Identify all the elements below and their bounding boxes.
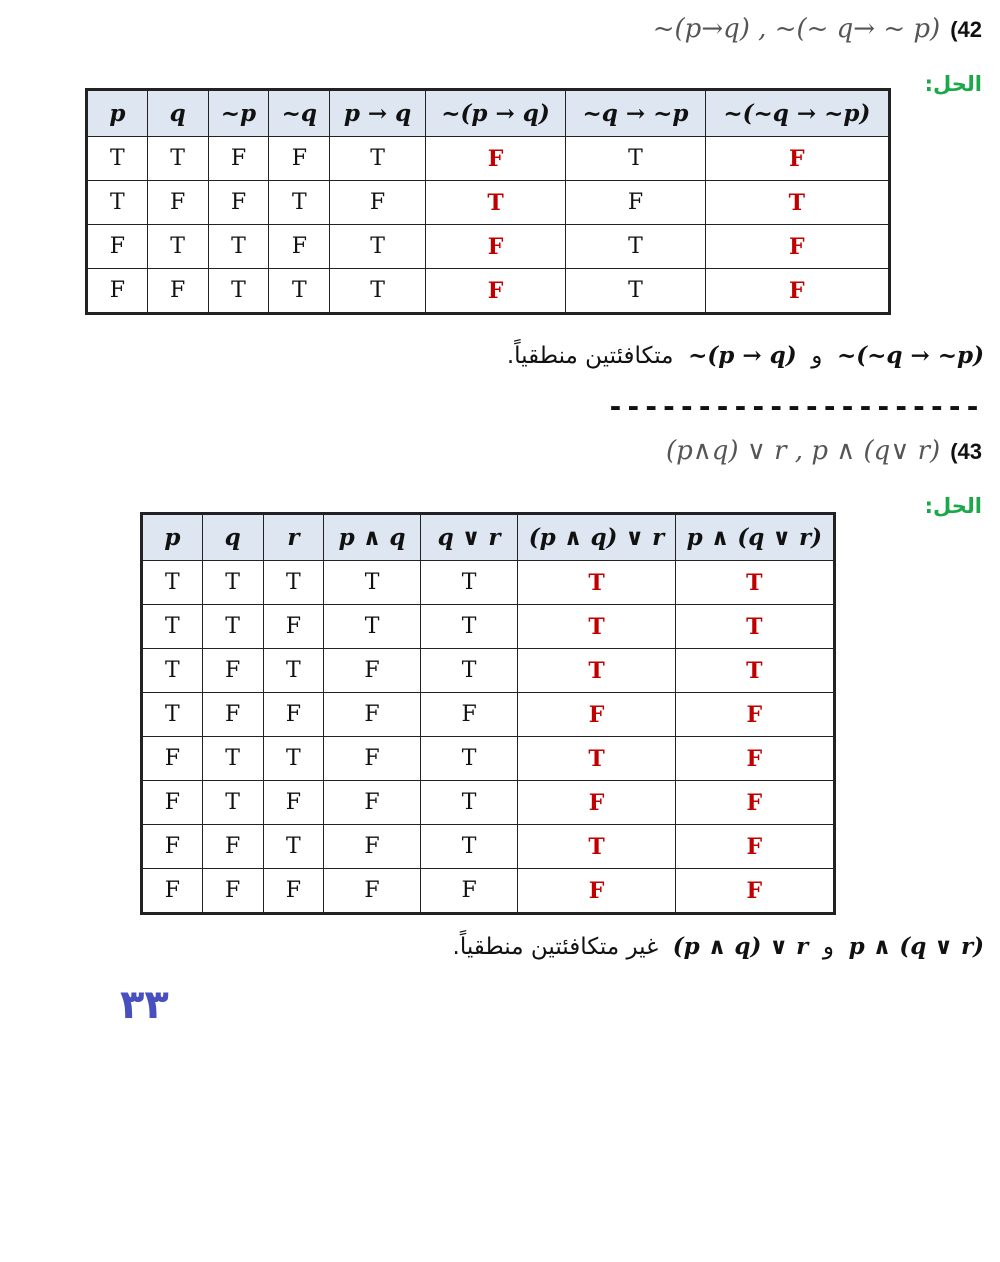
table-cell: T [675, 561, 834, 605]
table-row [142, 649, 835, 693]
problem-42-expression: ~(p→q) , ~(~ q→ ~ p) [652, 14, 941, 44]
table-row [87, 181, 890, 225]
table-cell: F [324, 649, 421, 693]
table-cell: F [518, 693, 675, 737]
table-cell: T [147, 225, 208, 269]
table-cell: F [263, 781, 324, 825]
column-header: ~(p → q) [425, 90, 565, 137]
column-header: (p ∧ q) ∨ r [518, 514, 675, 561]
conclusion-43 [453, 933, 984, 960]
column-header: p ∧ q [324, 514, 421, 561]
table-row [142, 605, 835, 649]
solution-label-1: الحل: [924, 72, 982, 96]
table-header-row [142, 514, 835, 561]
column-header: p → q [330, 90, 426, 137]
table-cell: F [420, 693, 518, 737]
table-cell: F [202, 825, 263, 869]
table-cell: T [208, 225, 269, 269]
table-cell: F [269, 137, 330, 181]
page-number: ٣٣ [120, 982, 169, 1028]
table-cell: F [142, 737, 203, 781]
table-cell: T [147, 137, 208, 181]
table-row [142, 561, 835, 605]
table-cell: F [142, 825, 203, 869]
conclusion-42-expr-a: ~(~q → ~p) [836, 342, 984, 369]
table-row [142, 693, 835, 737]
table-cell: F [420, 869, 518, 914]
table-cell: T [420, 737, 518, 781]
table-cell: F [324, 869, 421, 914]
column-header: r [263, 514, 324, 561]
table-cell: T [87, 181, 148, 225]
table-cell: T [518, 737, 675, 781]
table-cell: T [518, 825, 675, 869]
table-cell: T [269, 269, 330, 314]
table-cell: F [142, 869, 203, 914]
table-cell: T [263, 649, 324, 693]
table-cell: F [425, 225, 565, 269]
column-header: ~q [269, 90, 330, 137]
table-cell: T [518, 605, 675, 649]
conclusion-43-connector: و [822, 934, 834, 960]
table-cell: T [675, 605, 834, 649]
table-row [87, 225, 890, 269]
table-cell: F [324, 781, 421, 825]
table-cell: T [566, 225, 705, 269]
table-row [87, 269, 890, 314]
table-cell: F [87, 225, 148, 269]
column-header: p [87, 90, 148, 137]
problem-42-header [653, 14, 982, 44]
column-header: ~q → ~p [566, 90, 705, 137]
conclusion-43-expr-a: p ∧ (q ∨ r) [848, 933, 984, 960]
table-cell: F [202, 649, 263, 693]
table-cell: T [142, 693, 203, 737]
table-cell: T [420, 561, 518, 605]
table-cell: F [202, 869, 263, 914]
table-cell: T [202, 737, 263, 781]
table-row [142, 869, 835, 914]
conclusion-43-expr-b: (p ∧ q) ∨ r [672, 933, 809, 960]
table-cell: F [705, 269, 889, 314]
table-cell: F [324, 693, 421, 737]
section-separator: --------------------- [606, 390, 982, 423]
conclusion-42 [507, 342, 984, 369]
table-cell: T [518, 649, 675, 693]
table-cell: F [208, 181, 269, 225]
truth-table-43 [140, 512, 836, 915]
column-header: p [142, 514, 203, 561]
table-cell: F [705, 137, 889, 181]
table-cell: F [202, 693, 263, 737]
column-header: q [147, 90, 208, 137]
table-row [142, 781, 835, 825]
table-cell: T [675, 649, 834, 693]
table-cell: T [87, 137, 148, 181]
table-cell: F [324, 825, 421, 869]
table-cell: T [202, 561, 263, 605]
table-cell: T [420, 649, 518, 693]
column-header: p ∧ (q ∨ r) [675, 514, 834, 561]
problem-43-header [666, 436, 982, 466]
table-cell: T [142, 605, 203, 649]
solution-label-2: الحل: [924, 494, 982, 518]
table-cell: T [566, 137, 705, 181]
conclusion-42-expr-b: ~(p → q) [688, 342, 797, 369]
table-cell: T [202, 781, 263, 825]
problem-43-number: (43 [950, 439, 982, 464]
table-cell: T [142, 561, 203, 605]
column-header: ~p [208, 90, 269, 137]
table-cell: F [87, 269, 148, 314]
table-cell: F [675, 869, 834, 914]
table-cell: T [566, 269, 705, 314]
table-cell: F [147, 181, 208, 225]
table-header-row [87, 90, 890, 137]
table-cell: F [518, 781, 675, 825]
table-cell: F [425, 269, 565, 314]
table-cell: T [705, 181, 889, 225]
table-cell: F [263, 869, 324, 914]
problem-43-expression: (p∧q) ∨ r , p ∧ (q∨ r) [665, 436, 941, 466]
table-row [142, 737, 835, 781]
table-cell: F [269, 225, 330, 269]
column-header: q ∨ r [420, 514, 518, 561]
table-cell: F [675, 781, 834, 825]
table-cell: T [425, 181, 565, 225]
table-cell: T [420, 825, 518, 869]
truth-table-42 [85, 88, 891, 315]
table-cell: T [202, 605, 263, 649]
conclusion-42-connector: و [811, 343, 823, 369]
table-cell: F [425, 137, 565, 181]
table-cell: T [263, 561, 324, 605]
table-cell: F [142, 781, 203, 825]
table-cell: F [263, 693, 324, 737]
table-cell: T [330, 137, 426, 181]
table-cell: F [675, 693, 834, 737]
table-cell: F [208, 137, 269, 181]
table-cell: F [147, 269, 208, 314]
table-cell: T [142, 649, 203, 693]
column-header: q [202, 514, 263, 561]
table-cell: T [208, 269, 269, 314]
table-cell: F [705, 225, 889, 269]
conclusion-42-text: متكافئتين منطقياً. [506, 343, 674, 369]
table-cell: T [263, 825, 324, 869]
table-cell: F [263, 605, 324, 649]
table-cell: F [518, 869, 675, 914]
table-cell: T [420, 605, 518, 649]
table-cell: F [566, 181, 705, 225]
table-row [87, 137, 890, 181]
table-cell: T [269, 181, 330, 225]
table-cell: F [675, 737, 834, 781]
table-row [142, 825, 835, 869]
table-cell: T [330, 269, 426, 314]
table-cell: T [263, 737, 324, 781]
table-cell: T [324, 605, 421, 649]
conclusion-43-text: غير متكافئتين منطقياً. [452, 934, 659, 960]
table-cell: T [420, 781, 518, 825]
table-cell: T [330, 225, 426, 269]
table-cell: F [324, 737, 421, 781]
problem-42-number: (42 [950, 17, 982, 42]
table-cell: F [330, 181, 426, 225]
table-cell: F [675, 825, 834, 869]
table-cell: T [324, 561, 421, 605]
table-cell: T [518, 561, 675, 605]
column-header: ~(~q → ~p) [705, 90, 889, 137]
